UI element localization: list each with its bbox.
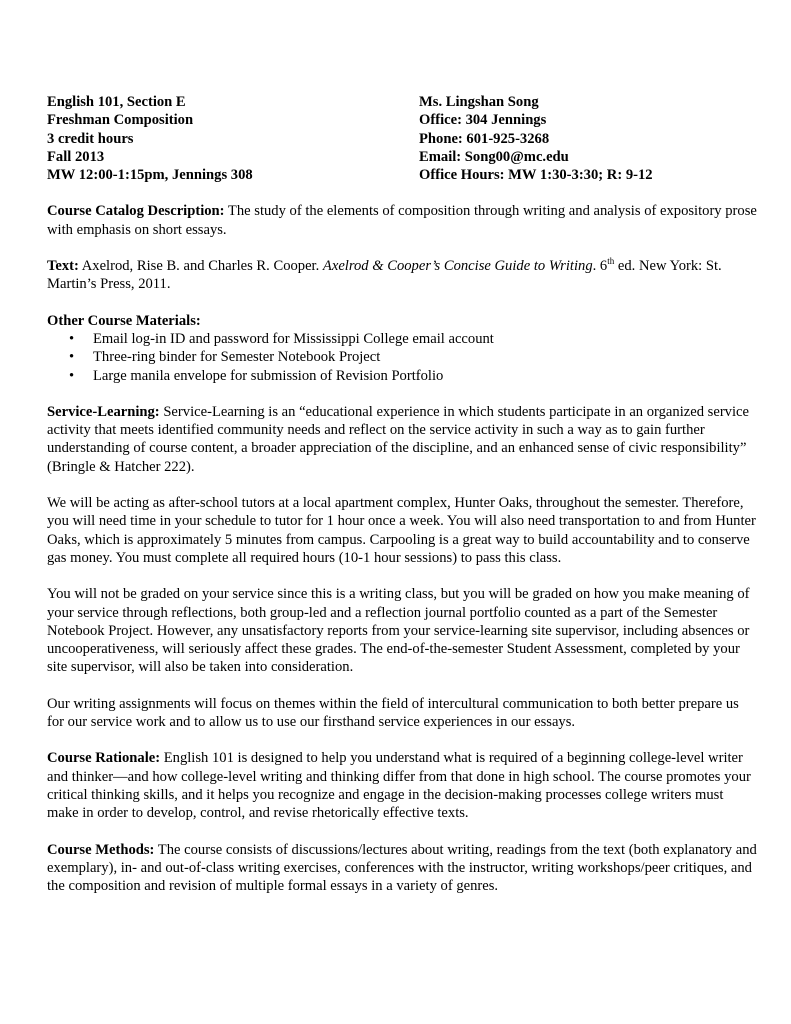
- textbook-title: Axelrod & Cooper’s Concise Guide to Writing: [322, 258, 593, 275]
- rationale-text: English 101 is designed to help you understand what is required of a beginning college-level writer and thinker—and how college-level writing and thinking differ from that done in high school. The course promotes your critical thinking skills, and it helps you recognize and engage in the decision-making processes college writers must make in order to develop, control, and revise rhetorically effective texts.: [47, 750, 751, 822]
- list-item: [47, 348, 757, 366]
- list-item: [47, 367, 757, 385]
- course-schedule: MW 12:00-1:15pm, Jennings 308: [47, 167, 253, 184]
- textbook-label: Text:: [47, 258, 79, 275]
- course-materials: [47, 312, 757, 385]
- bullet-icon: •: [69, 367, 75, 384]
- textbook-edition: . 6: [592, 258, 608, 275]
- course-methods: [47, 841, 757, 896]
- service-learning-text: Service-Learning is an “educational experience in which students participate in an organized service activity that meets identified community needs and reflect on the service activity in such a way as to gain further understanding of course content, a broader appreciation of the discipline, and an enhanced sense of civic responsibility” (Bringle & Hatcher 222).: [47, 403, 749, 475]
- course-title: English 101, Section E: [47, 94, 186, 110]
- bullet-icon: •: [69, 330, 75, 347]
- list-item: [47, 330, 757, 348]
- instructor-office: Office: 304 Jennings: [419, 112, 547, 129]
- materials-label: Other Course Materials:: [47, 312, 201, 329]
- course-header: [47, 93, 757, 184]
- syllabus-page: [47, 93, 757, 895]
- catalog-label: Course Catalog Description:: [47, 203, 225, 220]
- course-info: [47, 93, 419, 184]
- materials-list: [47, 330, 757, 385]
- catalog-description: [47, 202, 757, 239]
- course-rationale: [47, 749, 757, 822]
- course-term: Fall 2013: [47, 148, 105, 165]
- bullet-icon: •: [69, 349, 75, 366]
- methods-text: The course consists of discussions/lectures about writing, readings from the text (both explanatory and exemplary), in- and out-of-class writing exercises, conferences with the instructor, writing workshops/peer critiques, and the composition and revision of multiple formal essays in a variety of genres.: [47, 841, 757, 895]
- rationale-label: Course Rationale:: [47, 750, 161, 767]
- instructor-info: [419, 93, 757, 184]
- instructor-phone: Phone: 601-925-3268: [419, 130, 550, 147]
- textbook-reference: [47, 257, 757, 294]
- course-name: Freshman Composition: [47, 112, 194, 129]
- instructor-email: Email: Song00@mc.edu: [419, 148, 569, 165]
- textbook-publisher: ed. New York: St. Martin’s Press, 2011.: [47, 258, 722, 293]
- list-item-text: Large manila envelope for submission of Revision Portfolio: [93, 367, 444, 384]
- catalog-text: The study of the elements of composition through writing and analysis of expository prose with emphasis on short essays.: [47, 203, 757, 238]
- tutoring-paragraph: We will be acting as after-school tutors at a local apartment complex, Hunter Oaks, throughout the semester. Therefore, you will need time in your schedule to tutor for 1 hour once a week. You will also need transportation to and from Hunter Oaks, which is approximately 5 minutes from campus. Carpooling is a great way to build accountability and to conserve gas money. You must complete all required hours (10-1 hour sessions) to pass this class.: [47, 495, 756, 566]
- list-item-text: Three-ring binder for Semester Notebook Project: [93, 349, 381, 366]
- service-learning-section: [47, 403, 757, 476]
- grading-paragraph: You will not be graded on your service since this is a writing class, but you will be graded on how you make meaning of your service through reflections, both group-led and a reflection journal portfolio counted as a part of the Semester Notebook Project. However, any unsatisfactory reports from your service-learning site supervisor, including absences or uncooperativeness, will seriously affect these grades. The end-of-the-semester Student Assessment, completed by your site supervisor, will also be taken into consideration.: [47, 586, 750, 676]
- textbook-authors: Axelrod, Rise B. and Charles R. Cooper.: [78, 258, 323, 275]
- instructor-name: Ms. Lingshan Song: [419, 94, 539, 110]
- textbook-edition-suffix: th: [607, 256, 615, 267]
- instructor-office-hours: Office Hours: MW 1:30-3:30; R: 9-12: [419, 167, 653, 184]
- list-item-text: Email log-in ID and password for Mississippi College email account: [93, 330, 494, 347]
- course-credits: 3 credit hours: [47, 130, 134, 147]
- writing-assignments-paragraph: Our writing assignments will focus on themes within the field of intercultural communication to both better prepare us for our service work and to allow us to use our firsthand service experiences in our essays.: [47, 695, 739, 731]
- service-learning-label: Service-Learning:: [47, 403, 160, 420]
- methods-label: Course Methods:: [47, 841, 155, 858]
